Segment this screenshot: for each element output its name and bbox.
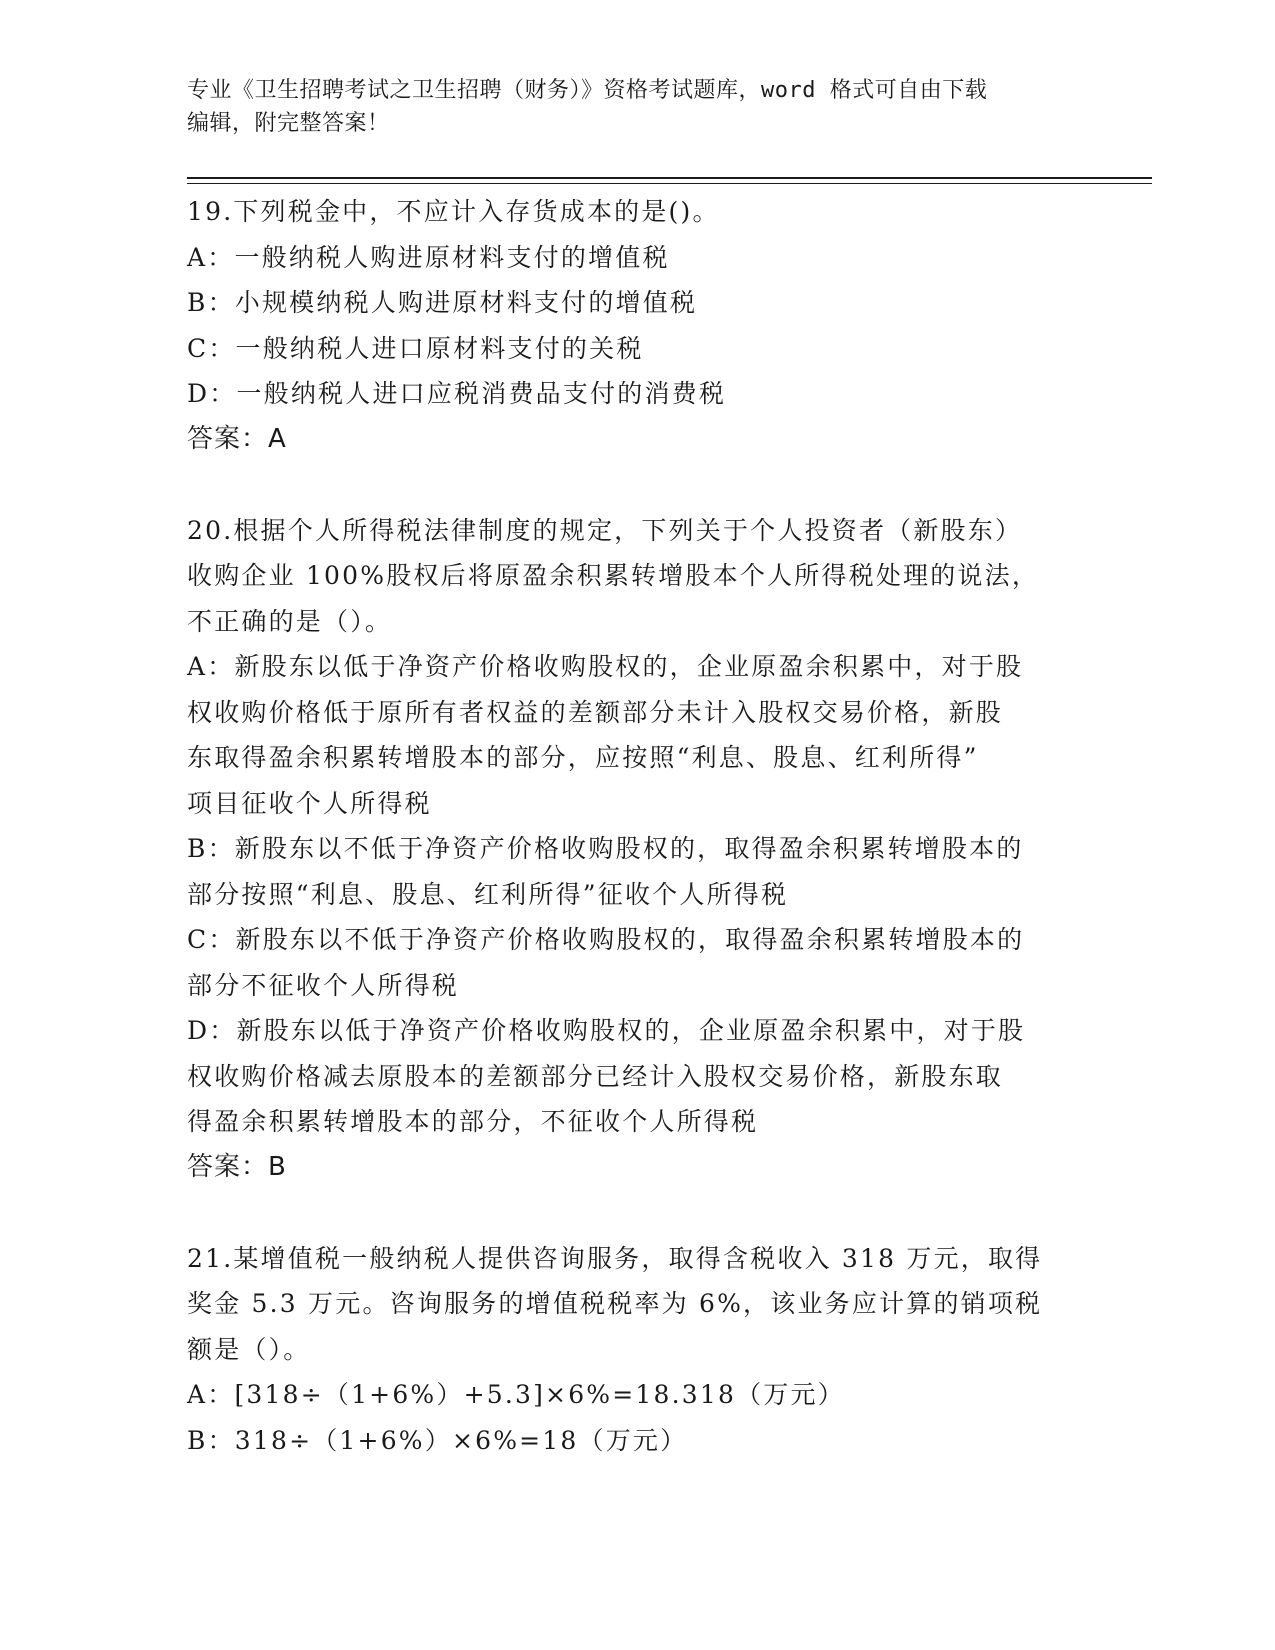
option-b-line: 部分按照“利息、股息、红利所得”征收个人所得税 bbox=[187, 879, 789, 909]
question-stem-line: 不正确的是（）。 bbox=[187, 606, 393, 636]
question-stem-line: 20.根据个人所得税法律制度的规定，下列关于个人投资者（新股东） bbox=[187, 515, 1023, 545]
option-c-line: 部分不征收个人所得税 bbox=[187, 970, 460, 1000]
option-c: C：一般纳税人进口原材料支付的关税 bbox=[187, 333, 644, 363]
header-line-1: 专业《卫生招聘考试之卫生招聘（财务）》资格考试题库，word 格式可自由下载 bbox=[187, 78, 988, 103]
option-a-line: 权收购价格低于原所有者权益的差额部分未计入股权交易价格，新股 bbox=[187, 697, 1004, 727]
option-d-line: 权收购价格减去原股本的差额部分已经计入股权交易价格，新股东取 bbox=[187, 1061, 1004, 1091]
answer: 答案：A bbox=[187, 423, 287, 454]
question-stem-line: 额是（）。 bbox=[187, 1334, 311, 1364]
option-d-line: 得盈余积累转增股本的部分，不征收个人所得税 bbox=[187, 1107, 759, 1136]
header-rule-thick bbox=[187, 177, 1152, 179]
option-b: B：318÷（1+6%）×6%=18（万元） bbox=[187, 1425, 688, 1455]
question-stem-line: 21.某增值税一般纳税人提供咨询服务，取得含税收入 318 万元，取得 bbox=[187, 1243, 1043, 1273]
option-c-line: C：新股东以不低于净资产价格收购股权的，取得盈余积累转增股本的 bbox=[187, 925, 1025, 954]
question-stem-line: 奖金 5.3 万元。咨询服务的增值税税率为 6%，该业务应计算的销项税 bbox=[187, 1289, 1043, 1318]
question-list bbox=[187, 189, 1087, 1463]
question-20 bbox=[187, 508, 1087, 1191]
option-a: A：[318÷（1+6%）+5.3]×6%=18.318（万元） bbox=[187, 1380, 845, 1409]
option-b: B：小规模纳税人购进原材料支付的增值税 bbox=[187, 288, 698, 317]
question-spacer bbox=[187, 462, 1087, 508]
option-a: A：一般纳税人购进原材料支付的增值税 bbox=[187, 242, 670, 272]
question-19 bbox=[187, 189, 1087, 462]
answer: 答案：B bbox=[187, 1151, 287, 1182]
document-header bbox=[187, 74, 1067, 140]
option-d: D：一般纳税人进口应税消费品支付的消费税 bbox=[187, 379, 727, 408]
question-stem: 19.下列税金中，不应计入存货成本的是()。 bbox=[187, 197, 720, 226]
header-line-2: 编辑，附完整答案！ bbox=[187, 111, 390, 136]
option-a-line: 项目征收个人所得税 bbox=[187, 788, 432, 818]
question-spacer bbox=[187, 1190, 1087, 1236]
option-d-line: D：新股东以低于净资产价格收购股权的，企业原盈余积累中，对于股 bbox=[187, 1016, 1026, 1045]
question-stem-line: 收购企业 100%股权后将原盈余积累转增股本个人所得税处理的说法， bbox=[187, 561, 1040, 590]
option-a-line: A：新股东以低于净资产价格收购股权的，企业原盈余积累中，对于股 bbox=[187, 652, 1024, 681]
header-rule-thin bbox=[187, 183, 1152, 184]
option-b-line: B：新股东以不低于净资产价格收购股权的，取得盈余积累转增股本的 bbox=[187, 834, 1024, 863]
option-a-line: 东取得盈余积累转增股本的部分，应按照“利息、股息、红利所得” bbox=[187, 743, 979, 772]
question-21 bbox=[187, 1236, 1087, 1464]
